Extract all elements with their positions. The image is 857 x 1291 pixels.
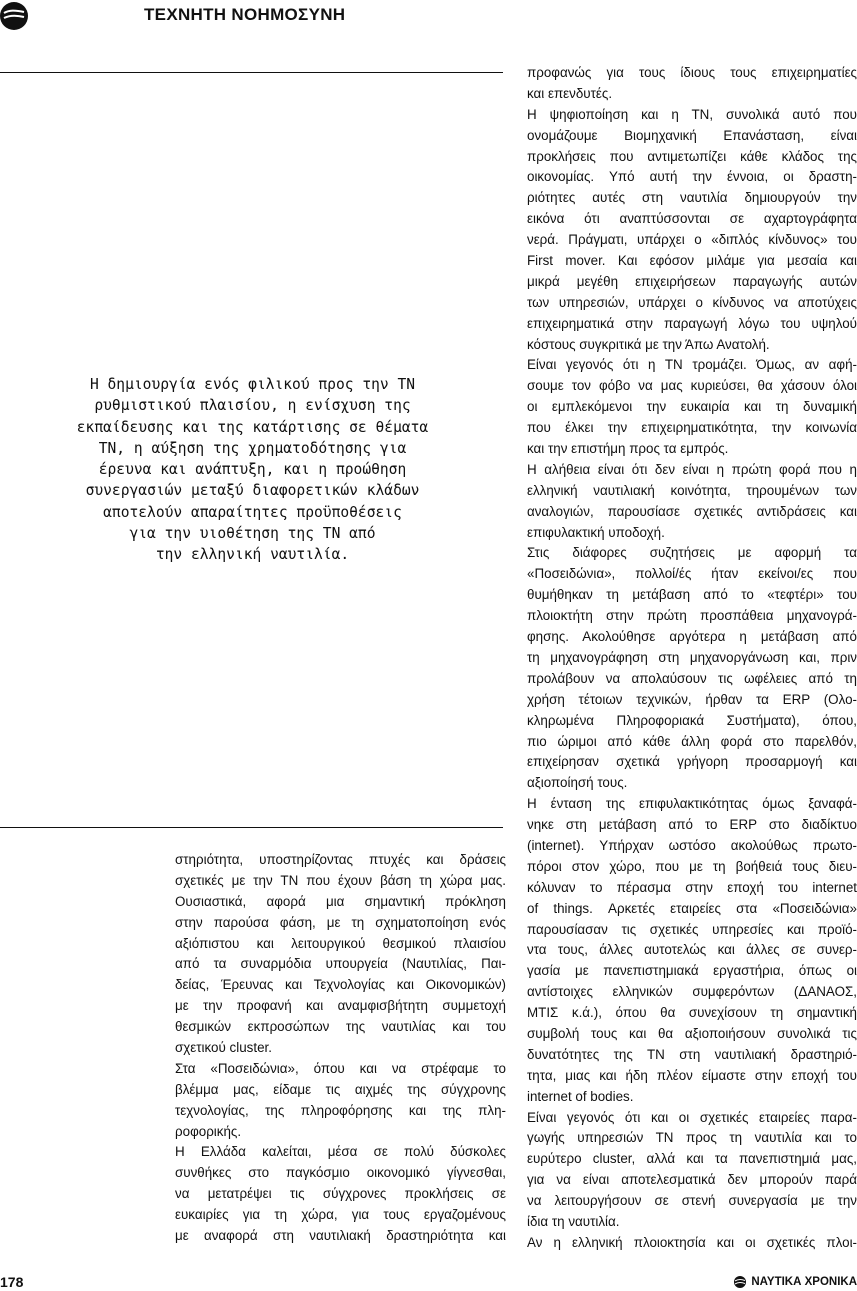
text-line: γωγής υπηρεσιών ΤΝ προς τη ναυτιλία και το	[527, 1130, 857, 1146]
footer-publication	[734, 1276, 857, 1288]
text-line: επιχείρησαν σχετικά γρήγορη προσαρμογή και	[527, 754, 857, 770]
pull-quote-line: ΤΝ, η αύξηση της χρηματοδότησης για	[98, 439, 407, 457]
text-line: τη μηχανογράφηση στη μηχανοργάνωση και, πριν	[527, 649, 857, 665]
pull-quote-line: εκπαίδευσης και της κατάρτισης σε θέματα	[76, 418, 429, 436]
text-line: ροφορικής.	[175, 1123, 242, 1139]
text-line: ΜΤΙΣ κ.ά.), όπου θα συνεχίσουν τη σημαντική	[527, 1005, 857, 1021]
text-line: που έλκει την επιχειρηματικότητα, την κοινωνία	[527, 420, 857, 436]
section-title: ΤΕΧΝΗΤΗ ΝΟΗΜΟΣΥΝΗ	[144, 5, 346, 24]
text-line: και την επιστήμη προς τα εμπρός.	[527, 441, 729, 457]
pull-quote	[30, 374, 475, 566]
text-line: των υπηρεσιών, υπάρχει ο κίνδυνος να αποτύχεις	[527, 294, 857, 310]
text-line: Η Ελλάδα καλείται, μέσα σε πολύ δύσκολες	[175, 1144, 506, 1160]
text-line: (internet). Υπήρχαν ωστόσο ακολούθως πρωτο-	[527, 837, 857, 853]
pull-quote-line: αποτελούν απαραίτητες προϋποθέσεις	[103, 503, 402, 521]
text-line: αναλογιών, παρουσίασε σχετικές αντιδράσεις και	[527, 503, 857, 519]
text-line: θεσμικών εκπροσώπων της ναυτιλίας και του	[175, 1019, 506, 1035]
pull-quote-line: συνεργασιών μεταξύ διαφορετικών κλάδων	[85, 482, 420, 500]
text-line: οι εμπλεκόμενοι την ευκαιρία και τη δυναμική	[527, 399, 857, 415]
pull-quote-line: έρευνα και ανάπτυξη, και η προώθηση	[98, 461, 407, 479]
text-line: επιφυλακτική υποδοχή.	[527, 524, 665, 540]
text-line: προλάβουν να απολαύσουν τις ωφέλειες από τη	[527, 670, 857, 686]
text-line: θυμήθηκαν τη μετάβαση από το «τεφτέρι» του	[527, 587, 857, 603]
text-line: Ουσιαστικά, αφορά μια σημαντική πρόκληση	[175, 893, 506, 909]
text-line: Είναι γεγονός ότι η ΤΝ τρομάζει. Όμως, αν αφή-	[527, 357, 857, 373]
text-line: Στις διάφορες συζητήσεις με αφορμή τα	[527, 545, 857, 561]
text-line: ίδια τη ναυτιλία.	[527, 1213, 620, 1229]
text-line: για να είναι αποτελεσματικά δεν μπορούν παρά	[527, 1172, 857, 1188]
text-line: στην παρούσα φάση, με τη σχηματοποίηση ενός	[175, 914, 506, 930]
text-line: με αναφορά στη ναυτιλιακή δραστηριότητα και	[175, 1228, 506, 1244]
text-line: χρήση τέτοιων τεχνικών, ήρθαν τα ERP (Ολο-	[527, 691, 857, 707]
text-line: κόλυναν το πέρασμα στην εποχή του internet	[527, 879, 857, 895]
pull-quote-line: την ελληνική ναυτιλία.	[155, 546, 350, 564]
text-line: «Ποσειδώνια», πολλοί/ές ήταν εκείνοι/ες που	[527, 566, 857, 582]
pull-quote-line: για την υιοθέτηση της ΤΝ από	[129, 525, 376, 543]
text-line: δυνατότητες της ΤΝ στη ναυτιλιακή δραστηριό-	[527, 1046, 857, 1062]
text-line: κόστους συγκριτικά με την Άπω Ανατολή.	[527, 336, 770, 352]
text-line: βλέμμα μας, είδαμε τις αιχμές της σύγχρονης	[175, 1081, 506, 1097]
text-line: προφανώς για τους ίδιους τους επιχειρηματίες	[527, 65, 857, 80]
text-line: ελληνική ναυτιλιακή κοινότητα, τηρουμένων των	[527, 482, 857, 498]
text-line: πόροι στον χώρο, που με τη βοήθειά τους διευ-	[527, 858, 857, 874]
text-line: σχετικού cluster.	[175, 1040, 272, 1056]
top-divider	[0, 72, 503, 73]
text-line: Η ψηφιοποίηση και η ΤΝ, συνολικά αυτό που	[527, 106, 857, 122]
text-line: από τα συναρμόδια υπουργεία (Ναυτιλίας, Παι-	[175, 956, 506, 972]
page-number: 178	[0, 1274, 24, 1290]
text-line: Στα «Ποσειδώνια», όπου και να στρέφαμε το	[175, 1060, 506, 1076]
text-line: εικόνα ότι αναπτύσσονται σε αχαρτογράφητα	[527, 211, 857, 227]
text-line: πιο ώριμοι από κάθε άλλη φορά στο παρελθόν,	[527, 733, 857, 749]
text-line: Η αλήθεια είναι ότι δεν είναι η πρώτη φορά που η	[527, 461, 857, 477]
text-line: αξιοποίησή τους.	[527, 775, 628, 791]
pull-quote-line: Η δημιουργία ενός φιλικού προς την ΤΝ	[89, 376, 416, 393]
publication-logo-icon	[0, 2, 28, 30]
text-line: internet of bodies.	[527, 1088, 634, 1104]
text-line: προκλήσεις που αντιμετωπίζει κάθε κλάδος της	[527, 148, 857, 164]
text-line: Αν η ελληνική πλοιοκτησία και οι σχετικές πλοι-	[527, 1234, 857, 1250]
text-line: First mover. Και εφόσον μιλάμε για μεσαία και	[527, 253, 857, 269]
text-line: Η ένταση της επιφυλακτικότητας όμως ξαναφά-	[527, 796, 857, 812]
text-line: κληρωμένα Πληροφοριακά Συστήματα), όπου,	[527, 712, 857, 728]
text-line: να λειτουργήσουν σε στενή συνεργασία με την	[527, 1193, 857, 1209]
left-text-column	[175, 850, 506, 1247]
pull-quote-line: ρυθμιστικού πλαισίου, η ενίσχυση της	[94, 397, 411, 415]
text-line: φησης. Ακολούθησε αργότερα η μετάβαση από	[527, 629, 857, 645]
text-line: σουμε τον φόβο να μας κυριεύσει, θα χάσουν όλοι	[527, 378, 857, 394]
text-line: πλοιοκτήτη στην πρώτη προσπάθεια μηχανογρά-	[527, 608, 857, 624]
text-line: και επενδυτές.	[527, 85, 613, 101]
text-line: ονομάζουμε Βιομηχανική Επανάσταση, είναι	[527, 127, 857, 143]
text-line: μικρά μεγέθη επιχειρήσεων παραγωγής αυτών	[527, 273, 857, 289]
text-line: συμβολή τους και θα αξιοποιήσουν συνολικά τις	[527, 1025, 857, 1041]
publication-logo-icon	[734, 1276, 746, 1288]
text-line: επιχειρηματικά στην παραγωγή λόγω του υψηλού	[527, 315, 857, 331]
text-line: νερά. Πράγματι, υπάρχει ο «διπλός κίνδυνος» του	[527, 232, 857, 248]
text-line: Είναι γεγονός ότι και οι σχετικές εταιρείες παρα-	[527, 1109, 857, 1125]
text-line: τητα, μιας και ήδη πλέον είμαστε στην εποχή του	[527, 1067, 857, 1083]
text-line: με την προφανή και αναμφισβήτητη συμμετοχή	[175, 998, 506, 1014]
text-line: ριότητες αυτές στη ναυτιλία δημιουργούν την	[527, 190, 857, 206]
text-line: of things. Αρκετές εταιρείες στα «Ποσειδώνια»	[527, 900, 857, 916]
text-line: αξιόπιστου και λειτουργικού θεσμικού πλαισίου	[175, 935, 506, 951]
text-line: να μετατρέψει τις σύγχρονες προκλήσεις σε	[175, 1186, 506, 1202]
text-line: ευρύτερο cluster, αλλά και τα πανεπιστημιά μας,	[527, 1151, 857, 1167]
right-text-column	[527, 63, 857, 1254]
text-line: τεχνολογίας, της πληροφόρησης και της πλη-	[175, 1102, 506, 1118]
text-line: ντα τους, άλλες αυτοτελώς και άλλες σε συνερ-	[527, 942, 857, 958]
text-line: αντίστοιχες ελληνικών συμφερόντων (ΔΑΝΑΟΣ,	[527, 984, 857, 1000]
text-line: συνθήκες στο παγκόσμιο οικονομικό γίγνεσθαι,	[175, 1165, 506, 1181]
text-line: νηκε στη μετάβαση από το ERP στο διαδίκτυο	[527, 817, 857, 833]
text-line: παρουσίασαν τις σχετικές υπηρεσίες και προϊό-	[527, 921, 857, 937]
text-line: στηριότητα, υποστηρίζοντας πτυχές και δράσεις	[175, 852, 506, 867]
text-line: ευκαιρίες για τη χώρα, για τους εργαζομένους	[175, 1207, 506, 1223]
bottom-divider	[0, 827, 503, 828]
text-line: γασία με πανεπιστημιακά εργαστήρια, όπως οι	[527, 963, 857, 979]
text-line: οικονομίας. Υπό αυτή την έννοια, οι δραστη-	[527, 169, 857, 185]
text-line: δείας, Έρευνας και Τεχνολογίας και Οικονομικών)	[175, 977, 506, 993]
text-line: σχετικές με την ΤΝ που έχουν βάση τη χώρα μας.	[175, 872, 506, 888]
publication-name: ΝΑΥΤΙΚΑ ΧΡΟΝΙΚΑ	[751, 1276, 857, 1288]
